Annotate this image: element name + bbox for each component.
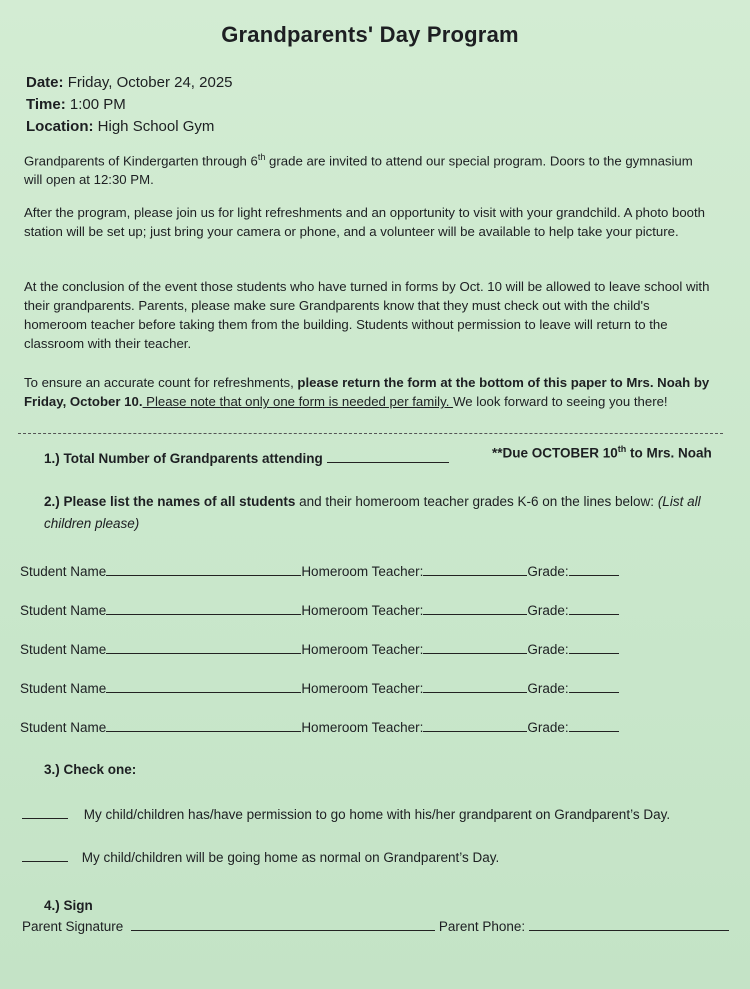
question-3-label: 3.) Check one: bbox=[44, 762, 137, 777]
return-text-underlined: Please note that only one form is needed per family. bbox=[142, 394, 454, 409]
student-name-field[interactable] bbox=[106, 602, 301, 615]
check-option-normal bbox=[22, 849, 499, 865]
student-name-field[interactable] bbox=[106, 719, 301, 732]
homeroom-teacher-field[interactable] bbox=[423, 719, 527, 732]
signature-row bbox=[22, 918, 750, 934]
date-row bbox=[26, 72, 233, 94]
student-row bbox=[20, 602, 740, 618]
normal-option-text: My child/children will be going home as normal on Grandparent’s Day. bbox=[81, 850, 500, 865]
permission-check-field[interactable] bbox=[22, 806, 68, 819]
invitation-paragraph bbox=[24, 148, 714, 189]
grade-field[interactable] bbox=[569, 719, 619, 732]
student-name-label: Student Name bbox=[20, 681, 107, 696]
due-text-a: **Due OCTOBER 10 bbox=[492, 445, 618, 461]
homeroom-teacher-label: Homeroom Teacher: bbox=[301, 720, 424, 735]
homeroom-teacher-label: Homeroom Teacher: bbox=[301, 681, 424, 696]
homeroom-teacher-label: Homeroom Teacher: bbox=[301, 603, 424, 618]
grade-field[interactable] bbox=[569, 641, 619, 654]
student-name-field[interactable] bbox=[106, 680, 301, 693]
parent-phone-label: Parent Phone: bbox=[438, 919, 526, 934]
parent-phone-field[interactable] bbox=[529, 918, 729, 931]
student-name-label: Student Name bbox=[20, 642, 107, 657]
student-name-label: Student Name bbox=[20, 603, 107, 618]
location-row bbox=[26, 116, 233, 138]
question-1 bbox=[44, 450, 449, 466]
return-text-a: To ensure an accurate count for refreshments, bbox=[24, 375, 298, 390]
parent-signature-label: Parent Signature bbox=[22, 919, 124, 934]
student-name-label: Student Name bbox=[20, 720, 107, 735]
student-row bbox=[20, 563, 740, 579]
homeroom-teacher-label: Homeroom Teacher: bbox=[301, 642, 424, 657]
refreshments-paragraph: After the program, please join us for light refreshments and an opportunity to visit with your grandchild. A photo booth station will be set up; just bring your camera or phone, and a volunteer will be available to help take your picture. bbox=[24, 205, 706, 239]
grade-label: Grade: bbox=[527, 720, 569, 735]
q2-bold: 2.) Please list the names of all students bbox=[44, 494, 296, 509]
time-value: 1:00 PM bbox=[69, 96, 126, 113]
grade-label: Grade: bbox=[527, 564, 569, 579]
grandparents-count-field[interactable] bbox=[327, 450, 449, 463]
return-text-bold: please return the form at the bottom of this paper to Mrs. Noah by Friday, October 10. bbox=[24, 375, 710, 409]
student-name-label: Student Name bbox=[20, 564, 107, 579]
q2-italic: (List all children please) bbox=[44, 494, 701, 531]
question-2 bbox=[44, 491, 734, 535]
grade-label: Grade: bbox=[527, 603, 569, 618]
homeroom-teacher-field[interactable] bbox=[423, 680, 527, 693]
dismissal-paragraph: At the conclusion of the event those students who have turned in forms by Oct. 10 will be allowed to leave school with their grandparents. Parents, please make sure Grandparents know that they must check out with the child's homeroom teacher before taking them from the building. Students without permission to leave will return to the classroom with their teacher. bbox=[24, 279, 710, 351]
normal-check-field[interactable] bbox=[22, 849, 68, 862]
parent-signature-field[interactable] bbox=[131, 918, 435, 931]
event-info bbox=[26, 72, 233, 138]
grade-label: Grade: bbox=[527, 681, 569, 696]
return-text-d: We look forward to seeing you there! bbox=[453, 394, 668, 409]
grade-field[interactable] bbox=[569, 602, 619, 615]
grandparents-count-label: 1.) Total Number of Grandparents attending bbox=[44, 451, 323, 466]
page-title: Grandparents' Day Program bbox=[221, 22, 519, 47]
homeroom-teacher-label: Homeroom Teacher: bbox=[301, 564, 424, 579]
grade-field[interactable] bbox=[569, 680, 619, 693]
student-row bbox=[20, 641, 740, 657]
homeroom-teacher-field[interactable] bbox=[423, 602, 527, 615]
return-form-paragraph bbox=[24, 373, 714, 411]
time-label: Time: bbox=[26, 96, 66, 113]
homeroom-teacher-field[interactable] bbox=[423, 641, 527, 654]
due-text-b: to Mrs. Noah bbox=[626, 445, 712, 461]
due-sup: th bbox=[617, 444, 627, 454]
student-row bbox=[20, 680, 740, 696]
invitation-text-a: Grandparents of Kindergarten through 6 bbox=[24, 153, 258, 169]
homeroom-teacher-field[interactable] bbox=[423, 563, 527, 576]
student-name-field[interactable] bbox=[106, 641, 301, 654]
question-4-label: 4.) Sign bbox=[44, 898, 93, 913]
date-value: Friday, October 24, 2025 bbox=[67, 74, 233, 91]
invitation-sup: th bbox=[257, 152, 266, 162]
time-row bbox=[26, 94, 233, 116]
q2-text: and their homeroom teacher grades K-6 on the lines below: bbox=[295, 494, 658, 509]
student-row bbox=[20, 719, 740, 735]
check-option-permission bbox=[22, 806, 670, 822]
date-label: Date: bbox=[26, 74, 64, 91]
due-note bbox=[492, 444, 712, 461]
invitation-text-b: grade are invited to attend our special program. Doors to the gymnasium will open at 12:30 PM. bbox=[24, 153, 693, 188]
grade-field[interactable] bbox=[569, 563, 619, 576]
grade-label: Grade: bbox=[527, 642, 569, 657]
student-name-field[interactable] bbox=[106, 563, 301, 576]
permission-option-text: My child/children has/have permission to go home with his/her grandparent on Grandparent’s Day. bbox=[83, 807, 671, 822]
cut-line bbox=[18, 433, 723, 434]
location-label: Location: bbox=[26, 118, 94, 135]
location-value: High School Gym bbox=[97, 118, 215, 135]
